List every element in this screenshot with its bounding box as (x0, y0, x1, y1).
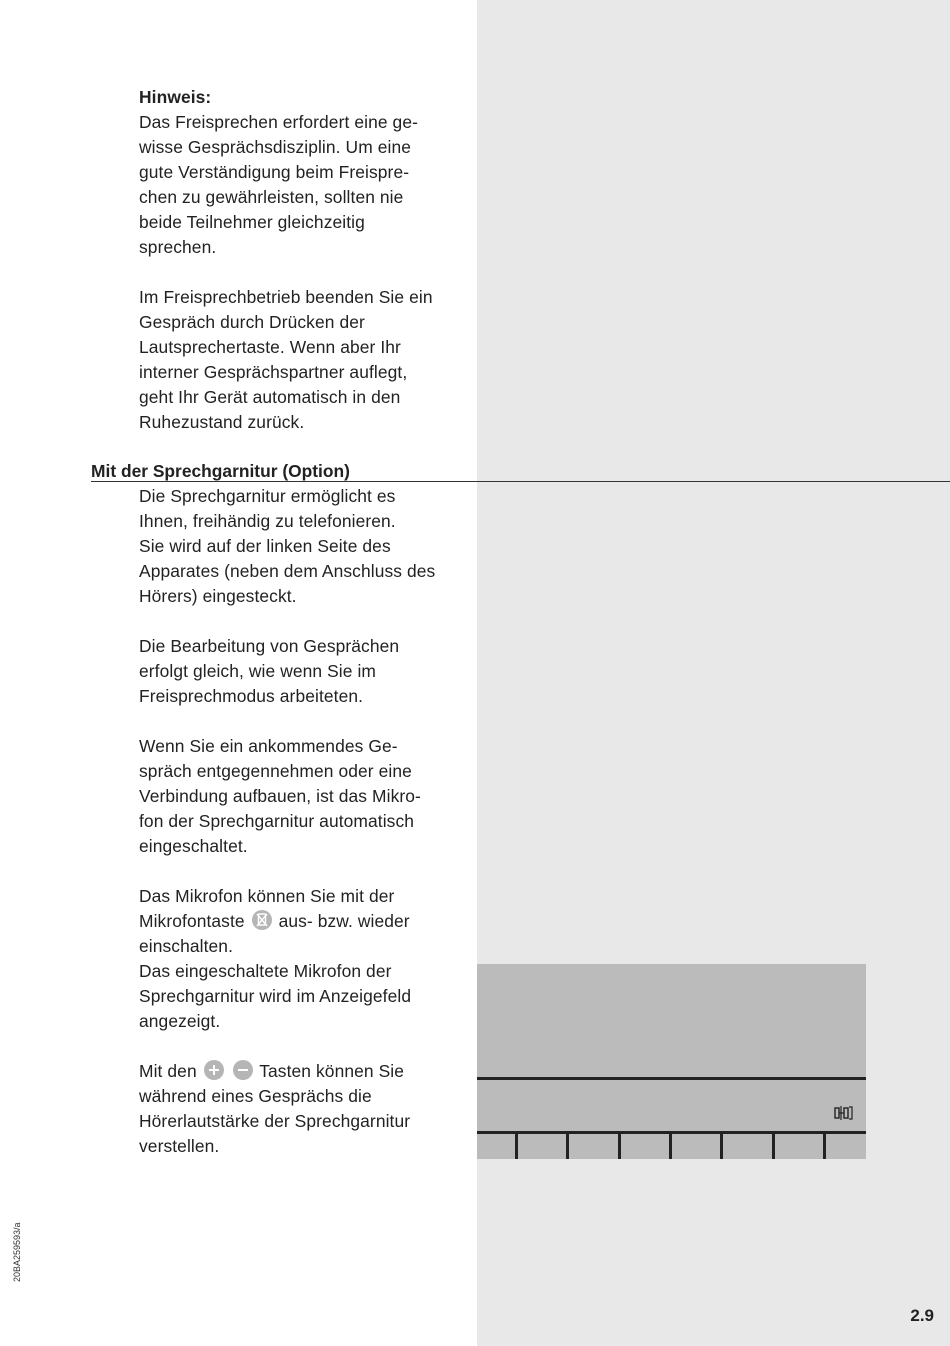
section-heading: Mit der Sprechgarnitur (Option) (91, 461, 350, 481)
softkey-divider (823, 1131, 826, 1159)
softkey-divider (618, 1131, 621, 1159)
section-para2-line: Freisprechmodus arbeiteten. (139, 686, 364, 706)
section-body (139, 484, 469, 1159)
document-code: 20BA259593/a (12, 1222, 22, 1282)
section-para4-line: Das eingeschaltete Mikrofon der (139, 961, 392, 981)
note-title: Hinweis: (139, 87, 212, 107)
section-para5-line: Hörerlautstärke der Sprechgarnitur (139, 1111, 411, 1131)
page-number: 2.9 (910, 1306, 934, 1325)
section-para4-line: angezeigt. (139, 1011, 221, 1031)
volume-keys-text-after: Tasten können Sie (259, 1061, 405, 1081)
softkey-divider (669, 1131, 672, 1159)
note-para2-line: interner Gesprächspartner auflegt, (139, 362, 408, 382)
plus-icon (204, 1060, 224, 1080)
note-para2-line: Ruhezustand zurück. (139, 412, 305, 432)
section-para1-line: Hörers) eingesteckt. (139, 586, 297, 606)
note-para2-line: Lautsprechertaste. Wenn aber Ihr (139, 337, 401, 357)
section-para3-line: Verbindung aufbauen, ist das Mikro- (139, 786, 421, 806)
section-para1-line: Die Sprechgarnitur ermöglicht es (139, 486, 396, 506)
note-line: Das Freisprechen erfordert eine ge- (139, 112, 418, 132)
mic-key-text-before: Mikrofontaste (139, 911, 245, 931)
section-para4-line: einschalten. (139, 936, 234, 956)
section-para5-line-with-icons (139, 1059, 469, 1084)
note-line: wisse Gesprächsdisziplin. Um eine (139, 137, 411, 157)
section-para3-line: eingeschaltet. (139, 836, 248, 856)
softkey-divider (772, 1131, 775, 1159)
section-para4-line-with-icon (139, 909, 469, 934)
section-para2-line: Die Bearbeitung von Gesprächen (139, 636, 400, 656)
section-para4-line: Das Mikrofon können Sie mit der (139, 886, 395, 906)
note-line: beide Teilnehmer gleichzeitig (139, 212, 365, 232)
softkey-divider (566, 1131, 569, 1159)
phone-display-illustration (477, 964, 866, 1159)
note-line: chen zu gewährleisten, sollten nie (139, 187, 404, 207)
note-para2-line: geht Ihr Gerät automatisch in den (139, 387, 401, 407)
display-divider-top (477, 1077, 866, 1080)
note-line: gute Verständigung beim Freispre- (139, 162, 410, 182)
heading-divider (91, 481, 950, 482)
section-para1-line: Sie wird auf der linken Seite des (139, 536, 391, 556)
note-para2-line: Im Freisprechbetrieb beenden Sie ein (139, 287, 433, 307)
note-para2-line: Gespräch durch Drücken der (139, 312, 365, 332)
section-para3-line: fon der Sprechgarnitur automatisch (139, 811, 415, 831)
section-para4-line: Sprechgarnitur wird im Anzeigefeld (139, 986, 412, 1006)
microphone-mute-icon (252, 910, 272, 930)
note-block (139, 85, 469, 435)
section-para5-line: während eines Gesprächs die (139, 1086, 372, 1106)
section-para3-line: Wenn Sie ein ankommendes Ge- (139, 736, 398, 756)
headset-indicator-icon (834, 1105, 854, 1121)
softkey-divider (720, 1131, 723, 1159)
section-para1-line: Apparates (neben dem Anschluss des (139, 561, 436, 581)
section-para5-line: verstellen. (139, 1136, 220, 1156)
softkey-divider (515, 1131, 518, 1159)
section-para2-line: erfolgt gleich, wie wenn Sie im (139, 661, 377, 681)
minus-icon (233, 1060, 253, 1080)
section-para1-line: Ihnen, freihändig zu telefonieren. (139, 511, 396, 531)
volume-keys-text-before: Mit den (139, 1061, 197, 1081)
section-para3-line: spräch entgegennehmen oder eine (139, 761, 412, 781)
mic-key-text-after: aus- bzw. wieder (278, 911, 410, 931)
note-line: sprechen. (139, 237, 217, 257)
